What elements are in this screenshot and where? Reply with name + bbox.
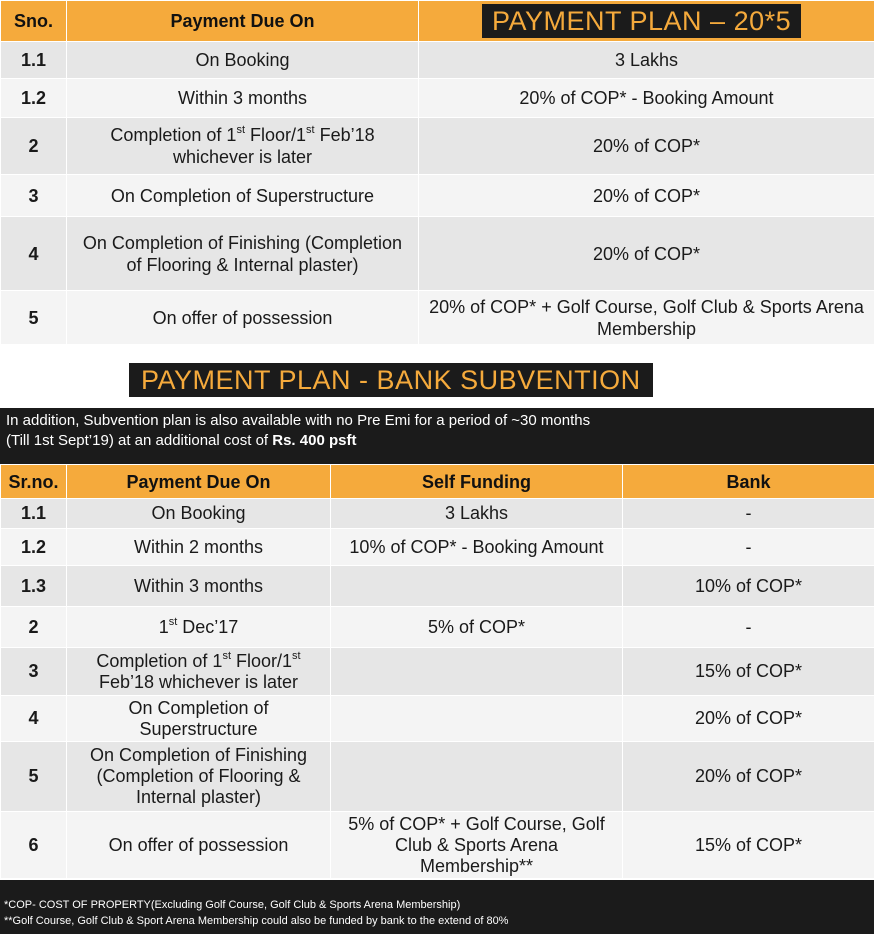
superscript: st bbox=[236, 124, 245, 136]
notice-cost: Rs. 400 psft bbox=[272, 432, 357, 449]
table-row bbox=[1, 42, 874, 79]
row-due bbox=[67, 118, 419, 175]
payment-plan-20x5-table bbox=[0, 0, 874, 345]
row-due: Within 2 months bbox=[67, 529, 331, 566]
row-self-funding bbox=[331, 696, 623, 742]
self-funding-header: Self Funding bbox=[331, 465, 623, 499]
plan2-header-row bbox=[1, 465, 874, 499]
table-row bbox=[1, 812, 874, 879]
row-sno: 1.3 bbox=[1, 566, 67, 607]
superscript: st bbox=[306, 124, 315, 136]
table-row bbox=[1, 742, 874, 812]
due-text: Completion of 1 bbox=[96, 650, 223, 671]
row-sno: 5 bbox=[1, 291, 67, 345]
row-due: On Booking bbox=[67, 42, 419, 79]
notice-text: (Till 1st Sept’19) at an additional cost of bbox=[6, 432, 273, 449]
row-sno: 1.1 bbox=[1, 42, 67, 79]
payment-due-header: Payment Due On bbox=[67, 465, 331, 499]
row-sno: 6 bbox=[1, 812, 67, 879]
row-self-funding: 3 Lakhs bbox=[331, 499, 623, 529]
row-amount: 20% of COP* bbox=[419, 217, 874, 291]
row-sno: 2 bbox=[1, 607, 67, 648]
row-due bbox=[67, 648, 331, 696]
due-text: 1 bbox=[158, 616, 169, 637]
table-row bbox=[1, 79, 874, 118]
row-amount: 20% of COP* - Booking Amount bbox=[419, 79, 874, 118]
row-self-funding bbox=[331, 566, 623, 607]
due-text: Feb’18 bbox=[314, 125, 375, 145]
row-bank: 10% of COP* bbox=[623, 566, 874, 607]
row-sno: 3 bbox=[1, 175, 67, 217]
row-self-funding: 5% of COP* bbox=[331, 607, 623, 648]
table-row bbox=[1, 529, 874, 566]
subvention-notice bbox=[0, 408, 874, 464]
row-due: On offer of possession bbox=[67, 812, 331, 879]
row-sno: 1.2 bbox=[1, 79, 67, 118]
row-self-funding: 5% of COP* + Golf Course, Golf Club & Sports Arena Membership** bbox=[331, 812, 623, 879]
row-bank: - bbox=[623, 499, 874, 529]
row-sno: 3 bbox=[1, 648, 67, 696]
row-amount: 20% of COP* bbox=[419, 118, 874, 175]
footnote-cop: *COP- COST OF PROPERTY(Excluding Golf Course, Golf Club & Sports Arena Membership) bbox=[4, 899, 461, 911]
due-text: Completion of 1 bbox=[110, 125, 237, 145]
row-bank: 15% of COP* bbox=[623, 812, 874, 879]
due-text: whichever is later bbox=[172, 147, 313, 167]
superscript: st bbox=[222, 649, 232, 662]
due-text: Floor/1 bbox=[231, 650, 293, 671]
row-due: On offer of possession bbox=[67, 291, 419, 345]
row-due: Within 3 months bbox=[67, 79, 419, 118]
srno-header: Sr.no. bbox=[1, 465, 67, 499]
row-sno: 4 bbox=[1, 217, 67, 291]
row-amount: 3 Lakhs bbox=[419, 42, 874, 79]
bank-subvention-table bbox=[0, 464, 874, 879]
sno-header: Sno. bbox=[1, 1, 67, 42]
notice-line-1: In addition, Subvention plan is also available with no Pre Emi for a period of ~30 months bbox=[6, 412, 591, 429]
superscript: st bbox=[292, 649, 301, 662]
table-row bbox=[1, 648, 874, 696]
table-row bbox=[1, 607, 874, 648]
notice-line-2 bbox=[6, 431, 868, 451]
row-amount: 20% of COP* + Golf Course, Golf Club & Sports Arena Membership bbox=[419, 291, 874, 345]
row-sno: 2 bbox=[1, 118, 67, 175]
row-sno: 1.1 bbox=[1, 499, 67, 529]
row-due: On Completion of Superstructure bbox=[67, 175, 419, 217]
row-due: On Completion of Superstructure bbox=[67, 696, 331, 742]
row-self-funding: 10% of COP* - Booking Amount bbox=[331, 529, 623, 566]
table-row bbox=[1, 118, 874, 175]
row-sno: 1.2 bbox=[1, 529, 67, 566]
due-text: Dec’17 bbox=[177, 616, 239, 637]
table-row bbox=[1, 566, 874, 607]
row-amount: 20% of COP* bbox=[419, 175, 874, 217]
row-self-funding bbox=[331, 648, 623, 696]
row-bank: 20% of COP* bbox=[623, 696, 874, 742]
row-due: Within 3 months bbox=[67, 566, 331, 607]
row-due: On Completion of Finishing (Completion of Flooring & Internal plaster) bbox=[67, 217, 419, 291]
table-row bbox=[1, 175, 874, 217]
row-due: On Booking bbox=[67, 499, 331, 529]
row-sno: 4 bbox=[1, 696, 67, 742]
table-row bbox=[1, 499, 874, 529]
row-bank: 15% of COP* bbox=[623, 648, 874, 696]
bank-header: Bank bbox=[623, 465, 874, 499]
table-row bbox=[1, 291, 874, 345]
table-row bbox=[1, 217, 874, 291]
row-sno: 5 bbox=[1, 742, 67, 812]
row-bank: - bbox=[623, 529, 874, 566]
payment-due-header: Payment Due On bbox=[67, 1, 419, 42]
row-due bbox=[67, 607, 331, 648]
row-bank: - bbox=[623, 607, 874, 648]
plan2-title: PAYMENT PLAN - BANK SUBVENTION bbox=[129, 363, 653, 397]
footnotes bbox=[0, 880, 874, 934]
plan1-title: PAYMENT PLAN – 20*5 bbox=[482, 4, 801, 38]
due-text: Feb’18 whichever is later bbox=[98, 671, 299, 692]
due-text: Floor/1 bbox=[245, 125, 307, 145]
row-self-funding bbox=[331, 742, 623, 812]
table-row bbox=[1, 696, 874, 742]
row-bank: 20% of COP* bbox=[623, 742, 874, 812]
superscript: st bbox=[168, 615, 178, 628]
footnote-membership: **Golf Course, Golf Club & Sport Arena Membership could also be funded by bank to the extend of 80% bbox=[4, 915, 509, 927]
row-due: On Completion of Finishing (Completion of Flooring & Internal plaster) bbox=[67, 742, 331, 812]
